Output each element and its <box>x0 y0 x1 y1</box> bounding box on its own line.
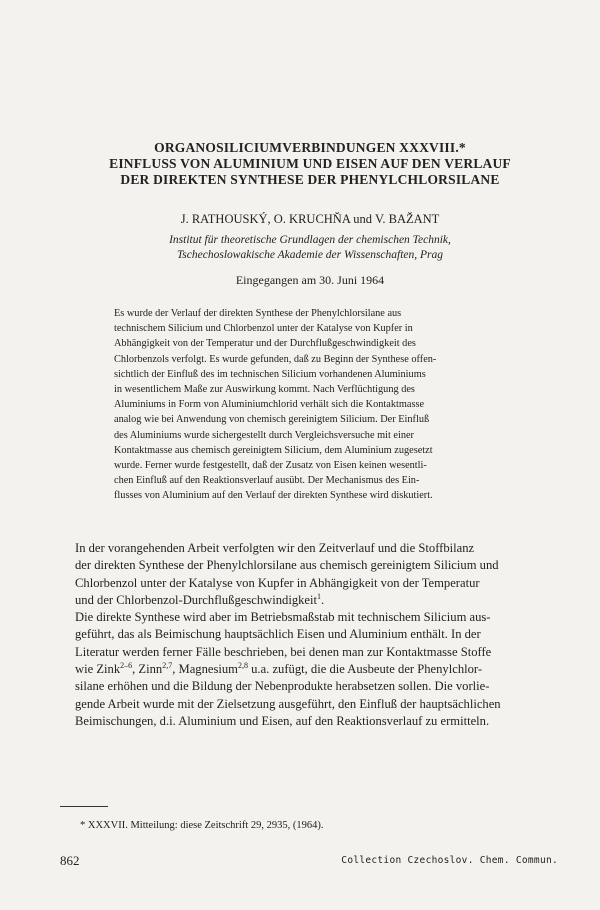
authors: J. RATHOUSKÝ, O. KRUCHŇA und V. BAŽANT <box>180 212 440 226</box>
abstract-line: des Aluminiums wurde sichergestellt durch Vergleichsversuche mit einer <box>114 429 414 441</box>
abstract-line: chen Einfluß auf den Reaktionsverlauf ausübt. Der Mechanismus des Ein- <box>114 475 420 487</box>
body-line: geführt, das als Beimischung hauptsächlich Eisen und Aluminium enthält. In der <box>75 627 481 642</box>
abstract-line: wurde. Ferner wurde festgestellt, daß der Zusatz von Eisen keinen wesentli- <box>114 460 427 472</box>
citation-reference: 2,8 <box>237 660 248 670</box>
article-title <box>40 140 580 188</box>
body-text-span: . <box>321 592 325 607</box>
body-line: silane erhöhen und die Bildung der Nebenprodukte herabsetzen sollen. Die vorlie- <box>75 679 490 694</box>
abstract-line: Aluminiums in Form von Aluminiumchlorid verhält sich die Kontaktmasse <box>114 399 425 411</box>
body-text-span: , Zinn <box>132 662 163 677</box>
footnote-divider <box>60 806 108 807</box>
body-line: Beimischungen, d.i. Aluminium und Eisen, auf den Reaktionsverlauf zu ermitteln. <box>75 713 490 728</box>
affiliation <box>40 233 580 263</box>
abstract <box>114 306 514 504</box>
main-title-line-1: EINFLUSS VON ALUMINIUM UND EISEN AUF DEN VERLAUF <box>109 156 511 171</box>
body-text-span: wie Zink <box>75 662 121 677</box>
footnote: * XXXVII. Mitteilung: diese Zeitschrift 29, 2935, (1964). <box>80 820 324 831</box>
affiliation-line-1: Institut für theoretische Grundlagen der chemischen Technik, <box>169 234 451 246</box>
abstract-line: Abhängigkeit von der Temperatur und der Durchflußgeschwindigkeit des <box>114 338 416 350</box>
abstract-line: technischem Silicium und Chlorbenzol unter der Katalyse von Kupfer in <box>114 323 413 335</box>
abstract-line: flusses von Aluminium auf den Verlauf der direkten Synthese wird diskutiert. <box>114 490 433 502</box>
body-line: der direkten Synthese der Phenylchlorsilane aus chemisch gereinigtem Silicium und <box>75 558 499 573</box>
main-title-line-2: DER DIREKTEN SYNTHESE DER PHENYLCHLORSILANE <box>120 172 500 187</box>
citation-reference: 2,7 <box>162 660 173 670</box>
abstract-line: in wesentlichem Maße zur Auswirkung kommt. Nach Verflüchtigung des <box>114 384 415 396</box>
body-text <box>75 540 569 730</box>
body-text-span: und der Chlorbenzol-Durchflußgeschwindigkeit <box>75 592 318 607</box>
citation-reference: 1 <box>317 591 322 601</box>
citation-reference: 2–6 <box>120 660 133 670</box>
abstract-line: analog wie bei Anwendung von chemisch gereinigtem Silicium. Der Einfluß <box>114 414 430 426</box>
page-number: 862 <box>60 853 80 868</box>
abstract-line: sichtlich der Einfluß des im technischen Silicium vorhandenen Aluminiums <box>114 368 426 380</box>
body-line: Literatur werden ferner Fälle beschrieben, bei denen man zur Kontaktmasse Stoffe <box>75 644 492 659</box>
received-date: Eingegangen am 30. Juni 1964 <box>235 273 385 287</box>
affiliation-line-2: Tschechoslowakische Akademie der Wissenschaften, Prag <box>176 249 444 261</box>
body-line: Chlorbenzol unter der Katalyse von Kupfer in Abhängigkeit von der Temperatur <box>75 575 480 590</box>
body-line <box>75 661 569 678</box>
body-text-span: , Magnesium <box>172 662 238 677</box>
body-line: gende Arbeit wurde mit der Zielsetzung ausgeführt, den Einfluß der hauptsächlichen <box>75 696 501 711</box>
abstract-line: Kontaktmasse aus chemisch gereinigtem Silicium, dem Aluminium zugesetzt <box>114 444 433 456</box>
body-line <box>75 592 569 609</box>
series-title: ORGANOSILICIUMVERBINDUNGEN XXXVIII.* <box>154 140 466 155</box>
body-text-span: u.a. zufügt, die die Ausbeute der Phenylchlor- <box>247 662 483 677</box>
abstract-line: Chlorbenzols verfolgt. Es wurde gefunden, daß zu Beginn der Synthese offen- <box>114 353 437 365</box>
journal-name: Collection Czechoslov. Chem. Commun. <box>341 855 558 866</box>
body-line: In der vorangehenden Arbeit verfolgten wir den Zeitverlauf und die Stoffbilanz <box>75 541 475 555</box>
body-line: Die direkte Synthese wird aber im Betriebsmaßstab mit technischem Silicium aus- <box>75 610 491 625</box>
abstract-line: Es wurde der Verlauf der direkten Synthese der Phenylchlorsilane aus <box>114 308 402 319</box>
